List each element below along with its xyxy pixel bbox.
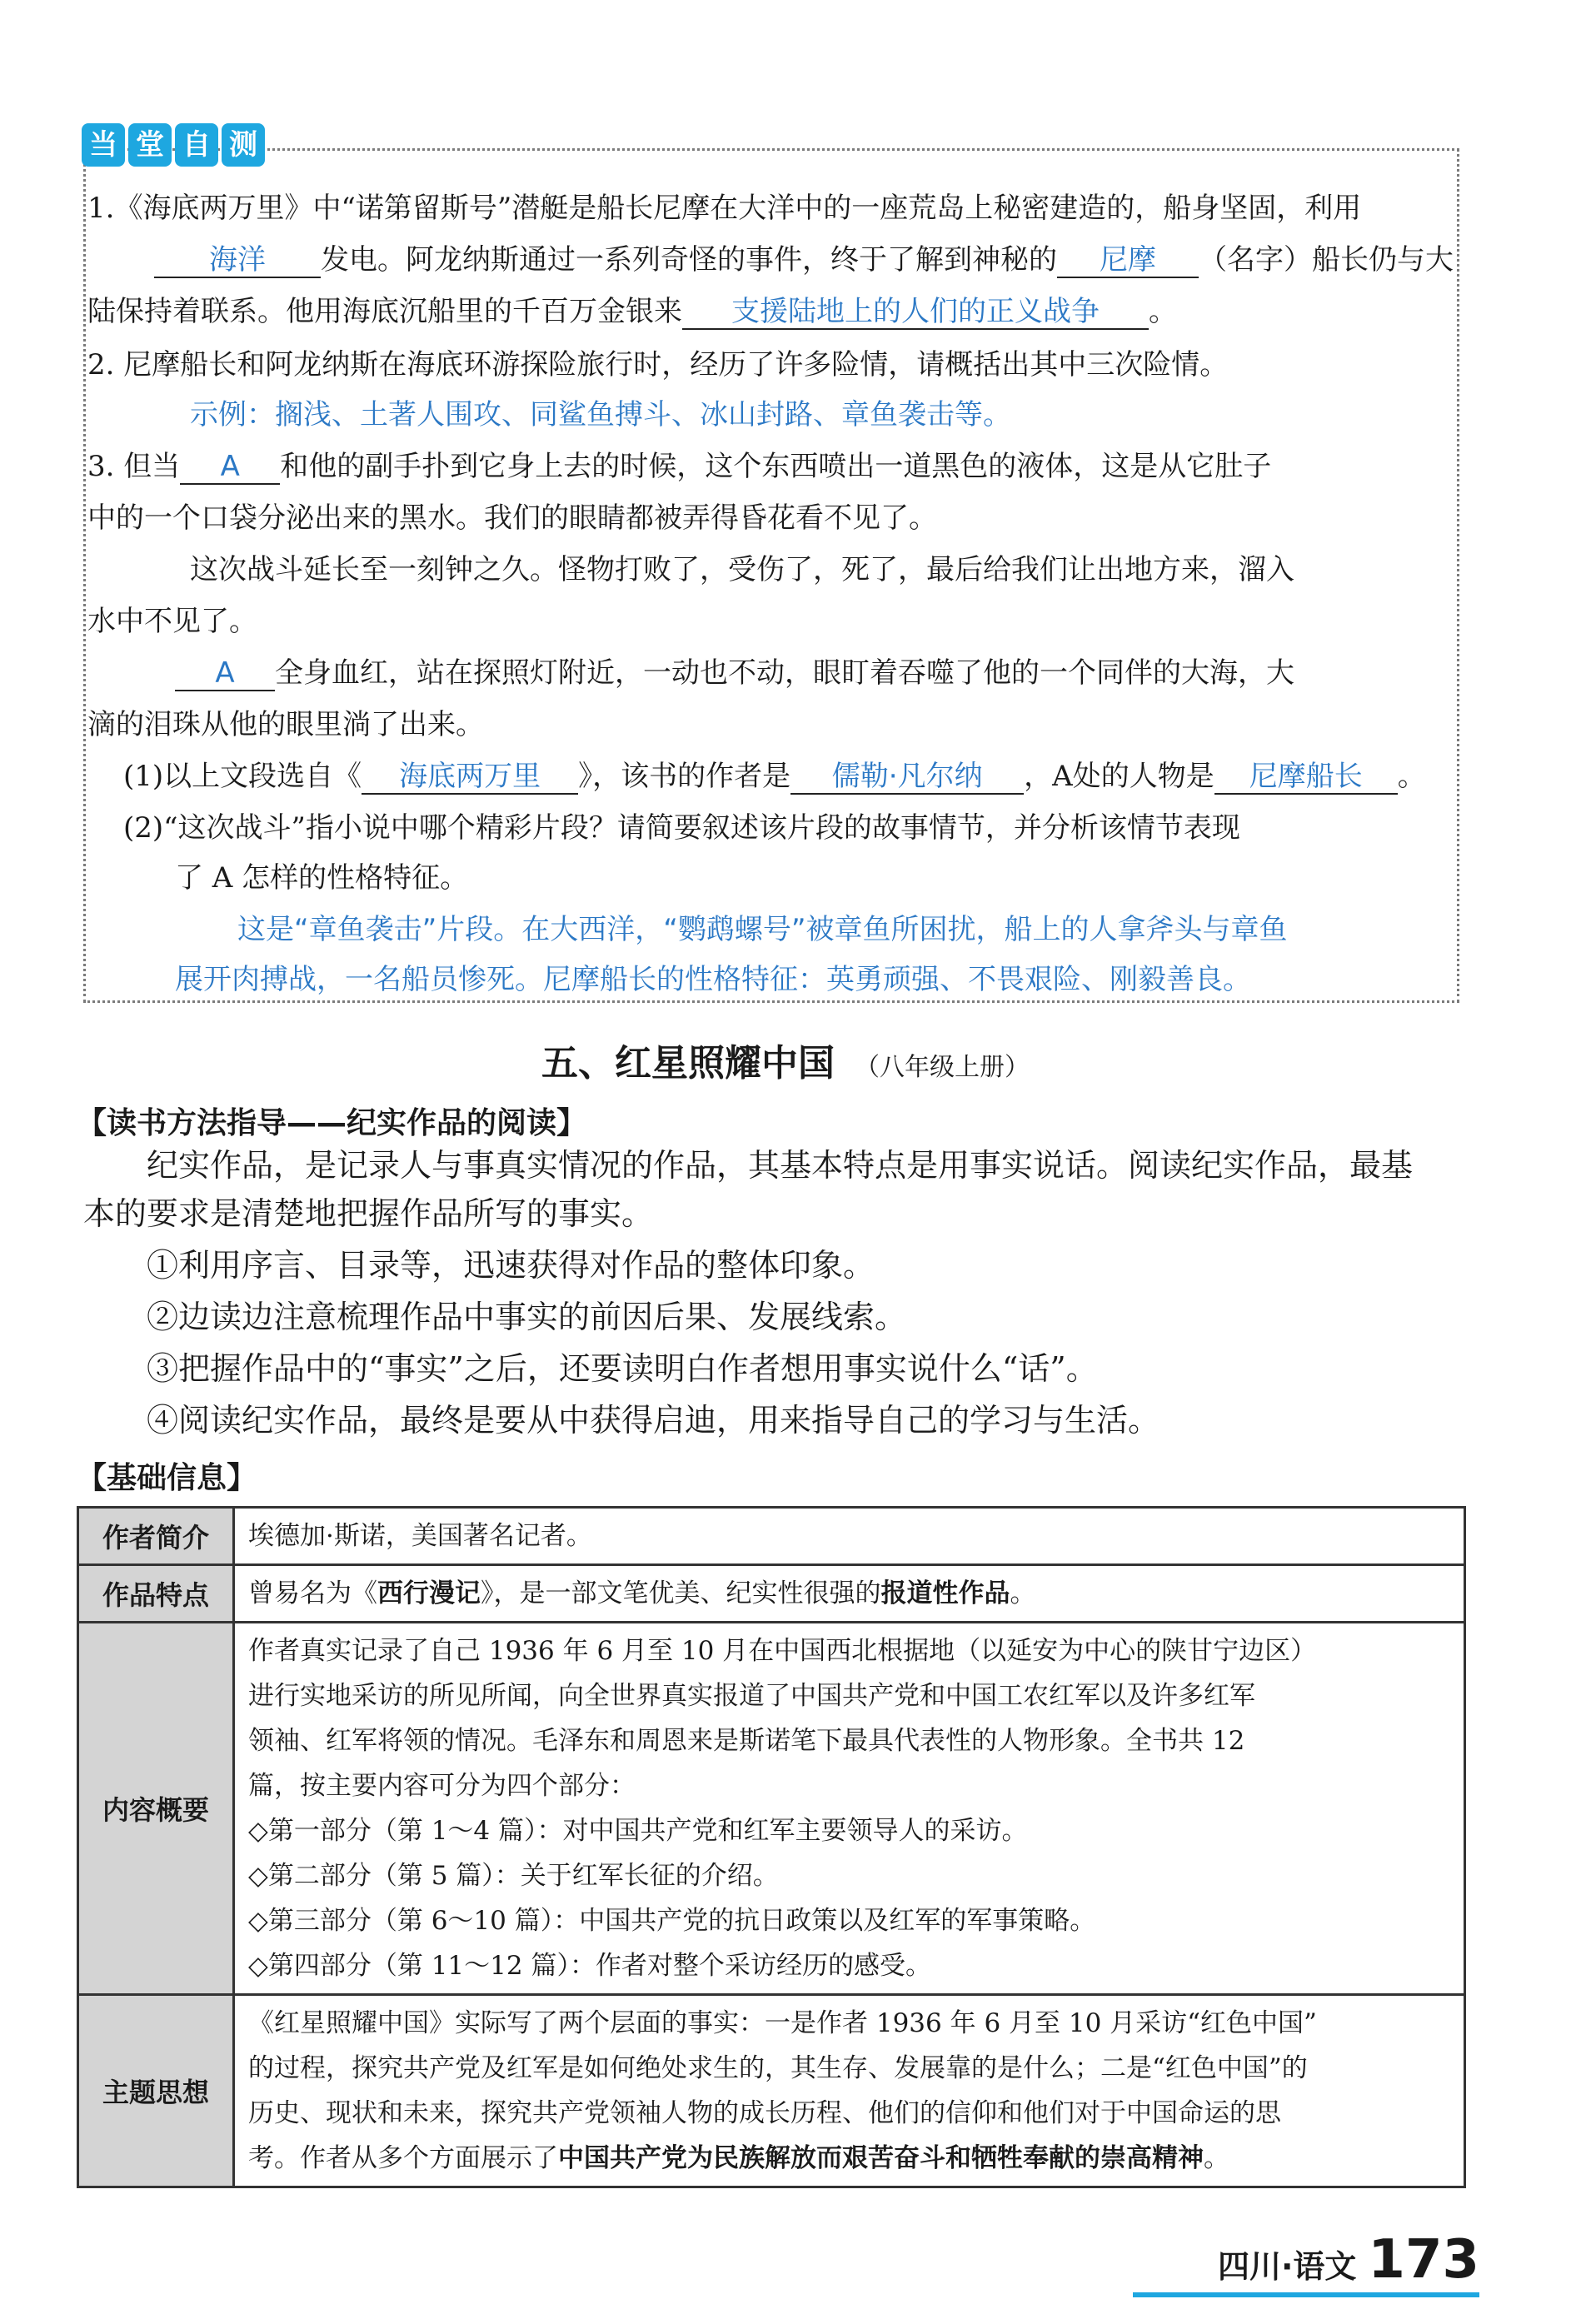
feature-bold: 报道性作品 <box>880 1578 1010 1608</box>
q3-sub2a: (2)“这次战斗”指小说中哪个精彩片段？请简要叙述该片段的故事情节，并分析该情节表现 <box>123 811 1240 845</box>
basic-heading: 【基础信息】 <box>77 1461 257 1495</box>
q3-line2: 中的一个口袋分泌出来的黑水。我们的眼睛都被弄得昏花看不见了。 <box>87 501 937 535</box>
quiz-tag-char: 堂 <box>128 123 172 167</box>
footer-rule <box>1133 2292 1479 2297</box>
row-key: 作者简介 <box>78 1508 234 1565</box>
theme-line: 《红星照耀中国》实际写了两个层面的事实：一是作者 1936 年 6 月至 10 月采访“红色中国” <box>248 2008 1317 2038</box>
theme-line: 历史、现状和未来，探究共产党领袖人物的成长历程、他们的信仰和他们对于中国命运的思 <box>248 2098 1281 2128</box>
q3-answer1: 这是“章鱼袭击”片段。在大西洋，“鹦鹉螺号”被章鱼所困扰，船上的人拿斧头与章鱼 <box>237 913 1288 946</box>
content-line: ◇第二部分（第 5 篇）：关于红军长征的介绍。 <box>248 1861 779 1891</box>
quiz-tag-char: 测 <box>222 123 265 167</box>
q3-line3: 这次战斗延长至一刻钟之久。怪物打败了，受伤了，死了，最后给我们让出地方来，溜入 <box>190 553 1294 586</box>
q1-text: 陆保持着联系。他用海底沉船里的千百万金银来 <box>87 295 682 328</box>
page-footer <box>1218 2229 1479 2291</box>
q2-answer: 示例：搁浅、土著人围攻、同鲨鱼搏斗、冰山封路、章鱼袭击等。 <box>190 398 1011 431</box>
row-value <box>234 1995 1465 2187</box>
q1-blank2[interactable]: 尼摩 <box>1057 243 1199 278</box>
guide-item: ③把握作品中的“事实”之后，还要读明白作者想用事实说什么“话”。 <box>147 1350 1098 1387</box>
q3-line6: 滴的泪珠从他的眼里淌了出来。 <box>87 708 484 741</box>
content-line: 领袖、红军将领的情况。毛泽东和周恩来是斯诺笔下最具代表性的人物形象。全书共 12 <box>248 1726 1245 1756</box>
row-value <box>234 1565 1465 1623</box>
content-line: ◇第一部分（第 1～4 篇）：对中国共产党和红军主要领导人的采访。 <box>248 1816 1028 1846</box>
quiz-tag-char: 自 <box>175 123 218 167</box>
feature-bold: 西行漫记 <box>377 1578 481 1608</box>
feature-text: 》，是一部文笔优美、纪实性很强的 <box>481 1578 881 1608</box>
q3-line1 <box>87 450 1271 485</box>
theme-bold: 中国共产党为民族解放而艰苦奋斗和牺牲奉献的崇高精神 <box>558 2143 1204 2173</box>
table-row <box>78 1565 1465 1623</box>
content-line: ◇第四部分（第 11～12 篇）：作者对整个采访经历的感受。 <box>248 1951 931 1981</box>
feature-text: 曾易名为《 <box>248 1578 377 1608</box>
row-key: 作品特点 <box>78 1565 234 1623</box>
q3-line4: 水中不见了。 <box>87 605 257 638</box>
q3-blankA2[interactable]: A <box>175 656 275 691</box>
q1-blank1[interactable]: 海洋 <box>154 243 321 278</box>
content-line: 进行实地采访的所见所闻，向全世界真实报道了中国共产党和中国工农红军以及许多红军 <box>248 1681 1255 1711</box>
quiz-tag <box>82 123 265 170</box>
q1-line3 <box>87 295 1177 330</box>
q3-blankA[interactable]: A <box>180 450 280 485</box>
page-number: 173 <box>1368 2229 1479 2291</box>
section-grade: （八年级上册） <box>855 1053 1030 1082</box>
table-row <box>78 1623 1465 1995</box>
guide-item: ②边读边注意梳理作品中事实的前因后果、发展线索。 <box>147 1299 907 1335</box>
q3-text: ，A处的人物是 <box>1024 760 1214 793</box>
q3-text: 3. 但当 <box>87 450 181 483</box>
q1-text: （名字）船长仍与大 <box>1199 243 1454 277</box>
q3-text: 》，该书的作者是 <box>578 760 791 793</box>
q1-blank3[interactable]: 支援陆地上的人们的正义战争 <box>682 295 1149 330</box>
content-line: 作者真实记录了自己 1936 年 6 月至 10 月在中国西北根据地（以延安为中心的陕甘宁边区） <box>248 1636 1317 1666</box>
q3-text: 。 <box>1397 760 1426 793</box>
content-line: 篇，按主要内容可分为四个部分： <box>248 1771 636 1801</box>
feature-text: 。 <box>1010 1578 1036 1608</box>
q1-text: 发电。阿龙纳斯通过一系列奇怪的事件，终于了解到神秘的 <box>321 243 1057 277</box>
q3-text: 和他的副手扑到它身上去的时候，这个东西喷出一道黑色的液体，这是从它肚子 <box>280 450 1272 483</box>
row-value <box>234 1623 1465 1995</box>
footer-subject: 四川·语文 <box>1217 2248 1357 2285</box>
q3-text: (1)以上文段选自《 <box>123 760 362 793</box>
quiz-tag-char: 当 <box>82 123 125 167</box>
q3-sub1-blank3[interactable]: 尼摩船长 <box>1214 760 1398 795</box>
q1-line1: 1.《海底两万里》中“诺第留斯号”潜艇是船长尼摩在大洋中的一座荒岛上秘密建造的，船身坚固，利用 <box>87 192 1362 225</box>
q3-sub2b: 了 A 怎样的性格特征。 <box>175 861 469 895</box>
q1-text: 。 <box>1149 295 1177 328</box>
q3-sub1 <box>123 760 1426 795</box>
section-title <box>0 1033 1571 1086</box>
q1-line2 <box>87 243 1454 278</box>
section-title-text: 五、红星照耀中国 <box>541 1042 835 1085</box>
guide-heading: 【读书方法指导——纪实作品的阅读】 <box>77 1106 587 1140</box>
q3-text: 全身血红，站在探照灯附近，一动也不动，眼盯着吞噬了他的一个同伴的大海，大 <box>275 656 1294 690</box>
theme-text: 。 <box>1204 2143 1229 2173</box>
basic-info-table <box>77 1506 1466 2188</box>
table-row <box>78 1995 1465 2187</box>
guide-item: ④阅读纪实作品，最终是要从中获得启迪，用来指导自己的学习与生活。 <box>147 1402 1160 1439</box>
q2-line1: 2. 尼摩船长和阿龙纳斯在海底环游探险旅行时，经历了许多险情，请概括出其中三次险情。 <box>87 348 1229 382</box>
table-row <box>78 1508 1465 1565</box>
q3-sub1-blank2[interactable]: 儒勒·凡尔纳 <box>790 760 1024 795</box>
q3-line5 <box>175 656 1294 691</box>
row-value: 埃德加·斯诺，美国著名记者。 <box>234 1508 1465 1565</box>
theme-text: 考。作者从多个方面展示了 <box>248 2143 558 2173</box>
row-key: 内容概要 <box>78 1623 234 1995</box>
guide-item: ①利用序言、目录等，迅速获得对作品的整体印象。 <box>147 1247 875 1284</box>
guide-p1b: 本的要求是清楚地把握作品所写的事实。 <box>83 1195 654 1232</box>
guide-p1a: 纪实作品，是记录人与事真实情况的作品，其基本特点是用事实说话。阅读纪实作品，最基 <box>147 1147 1414 1184</box>
row-key: 主题思想 <box>78 1995 234 2187</box>
q3-sub1-blank1[interactable]: 海底两万里 <box>362 760 578 795</box>
theme-line <box>248 2136 1450 2181</box>
q3-answer2: 展开肉搏战，一名船员惨死。尼摩船长的性格特征：英勇顽强、不畏艰险、刚毅善良。 <box>175 963 1251 996</box>
theme-line: 的过程，探究共产党及红军是如何绝处求生的，其生存、发展靠的是什么；二是“红色中国”的 <box>248 2053 1308 2083</box>
content-line: ◇第三部分（第 6～10 篇）：中国共产党的抗日政策以及红军的军事策略。 <box>248 1906 1096 1936</box>
